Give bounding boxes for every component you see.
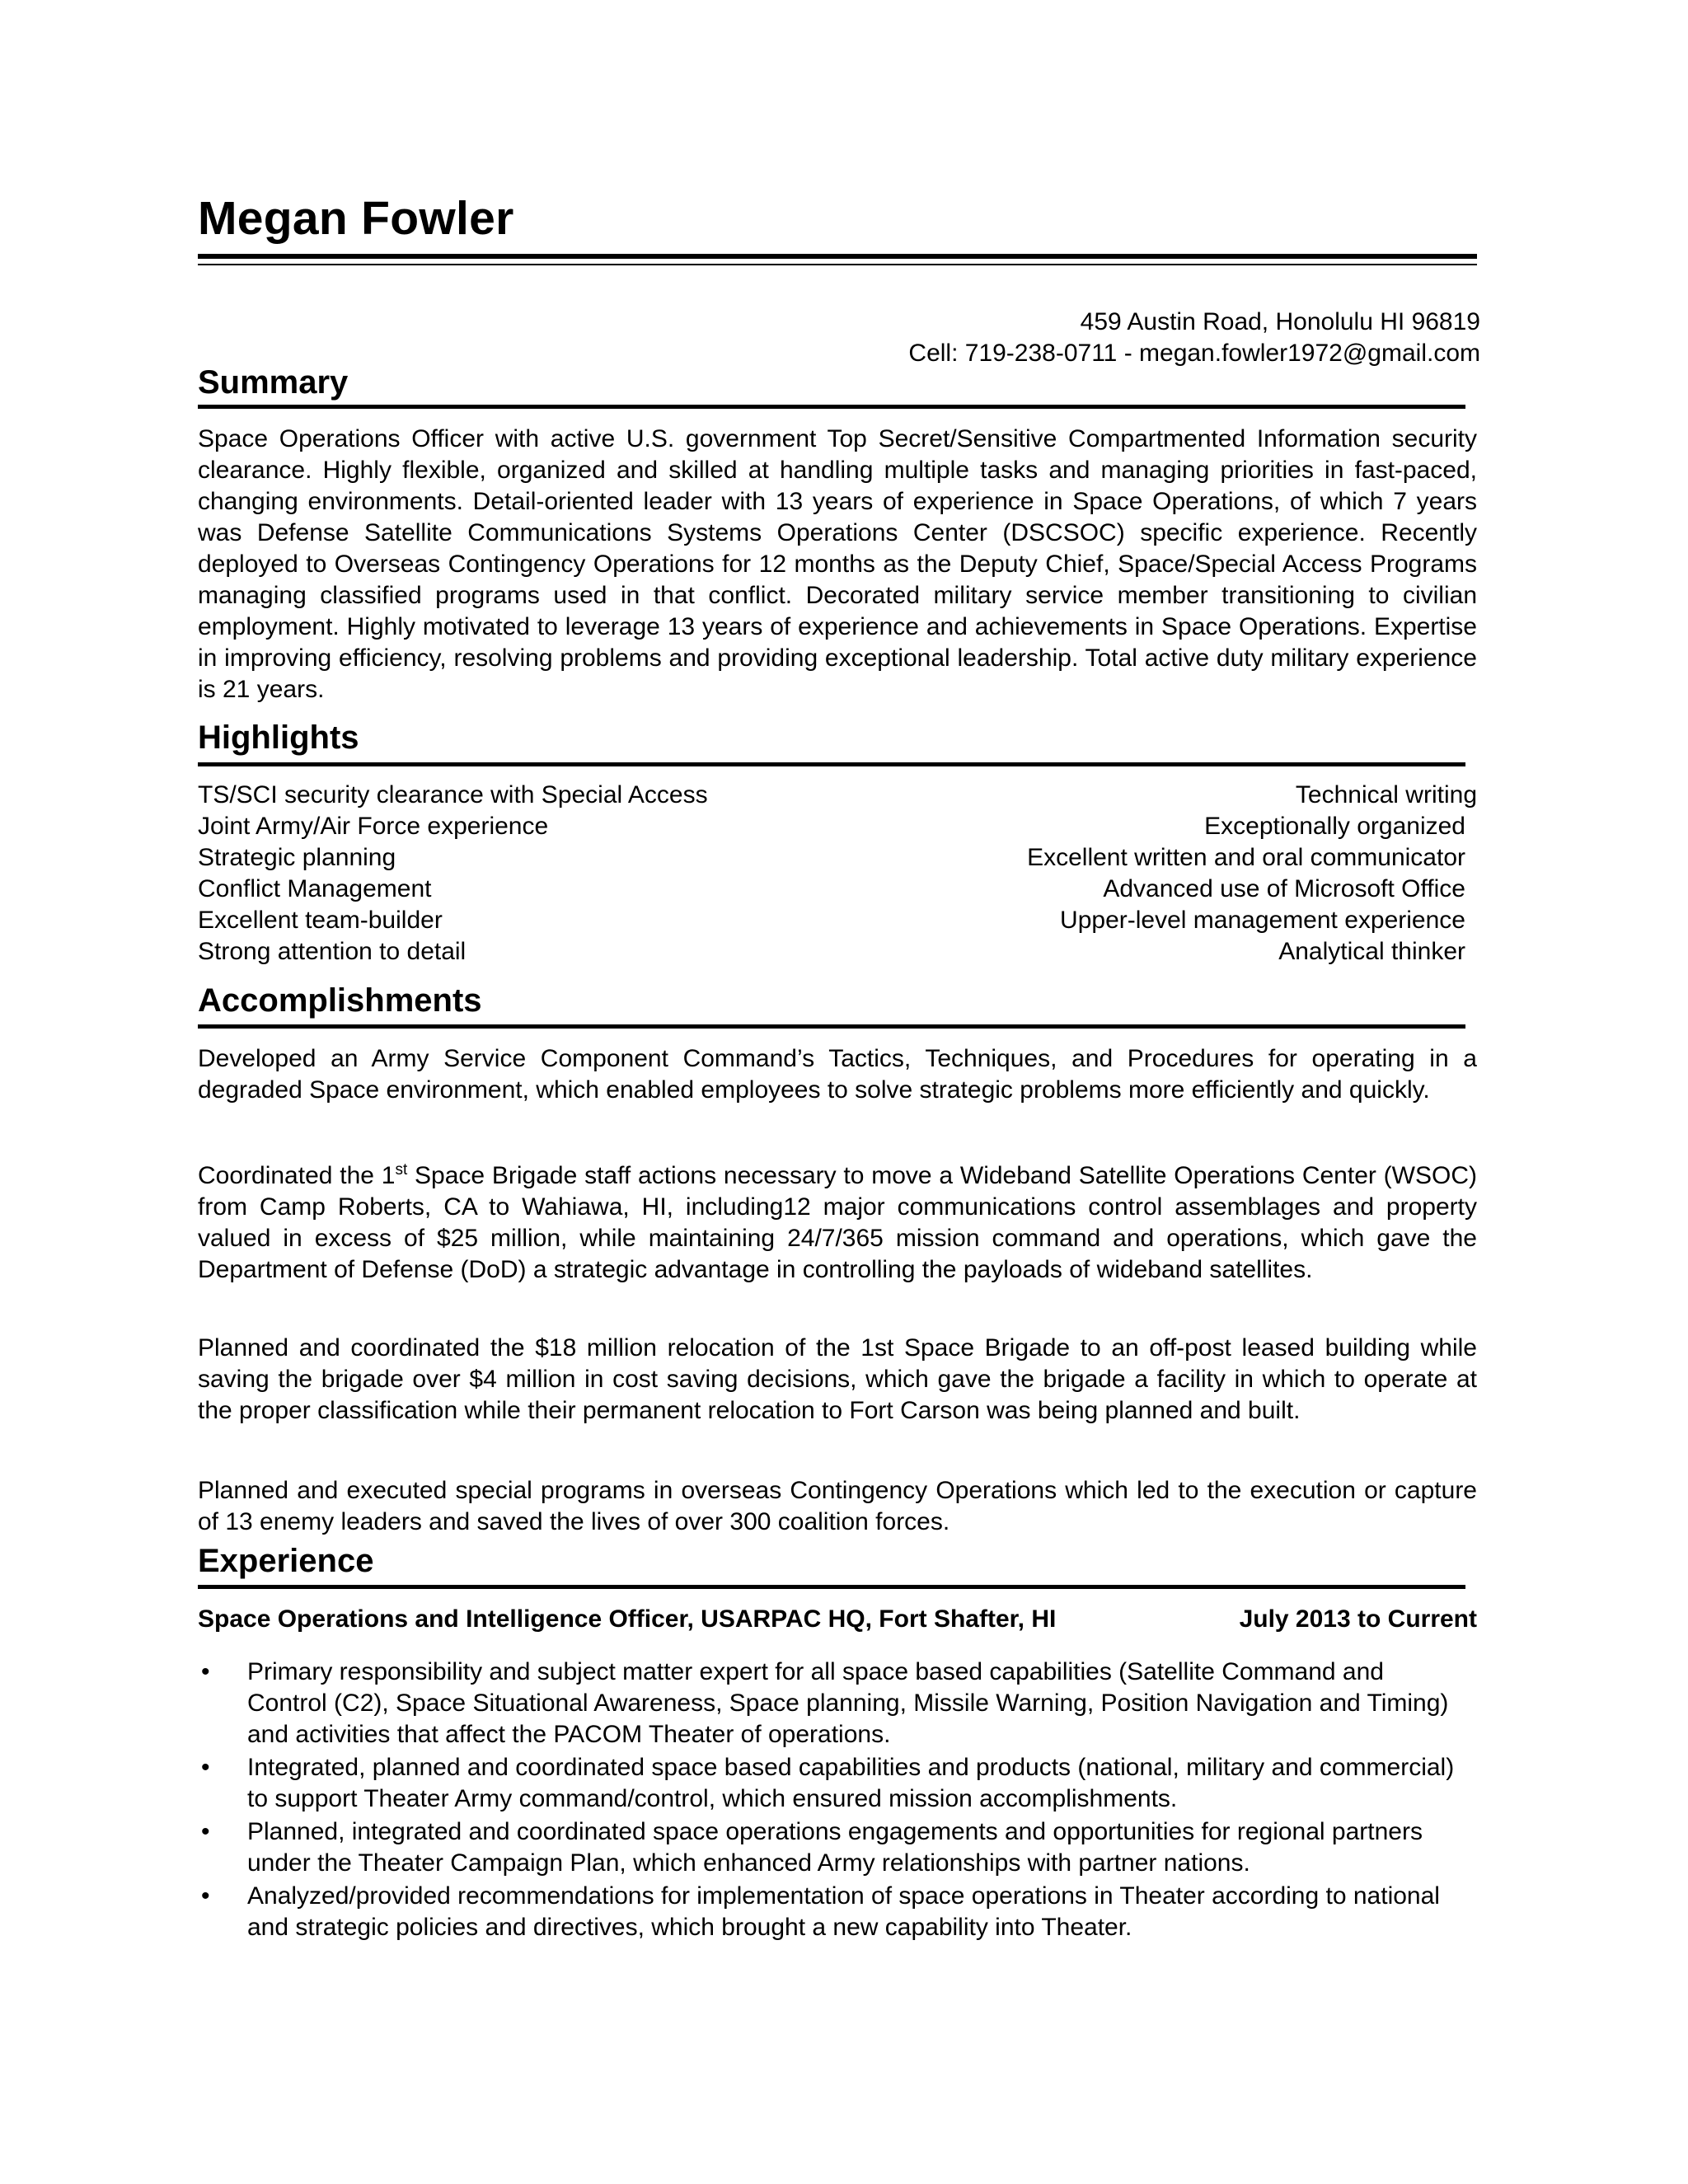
highlights-heading: Highlights	[198, 719, 359, 756]
bullet-icon: •	[201, 1658, 210, 1685]
summary-heading: Summary	[198, 364, 349, 401]
highlight-skill-left: Conflict Management	[198, 875, 432, 902]
accomplishment-text: Coordinated the 1	[198, 1162, 396, 1189]
name-rule-top	[198, 254, 1477, 259]
summary-rule	[198, 405, 1465, 409]
accomplishment-item: Planned and executed special programs in overseas Contingency Operations which led to the execution or capture of 13 enemy leaders and saved the lives of over 300 coalition forces.	[198, 1477, 1477, 1535]
experience-rule	[198, 1585, 1465, 1589]
candidate-name: Megan Fowler	[198, 192, 514, 245]
accomplishment-item: Planned and coordinated the $18 million relocation of the 1st Space Brigade to an off-post leased building while saving the brigade over $4 million in cost saving decisions, which gave the brigade a facility in which to operate at the proper classification while their permanent relocation to Fort Carson was being planned and built.	[198, 1334, 1477, 1424]
job-header	[198, 1605, 1477, 1633]
highlight-skill-right: Technical writing	[1295, 781, 1477, 808]
highlight-skill-left: Strong attention to detail	[198, 938, 467, 965]
highlight-skill-right: Upper-level management experience	[1060, 907, 1465, 934]
job-bullet	[198, 1752, 1467, 1815]
highlight-row	[198, 781, 1477, 813]
accomplishment-text: Space Brigade staff actions necessary to move a Wideband Satellite Operations Center (WSOC) from Camp Roberts, CA to Wahiawa, HI, including12 major communications control assemblages and property valued in excess of $25 million, while maintaining 24/7/365 mission command and operations, which gave the Department of Defense (DoD) a strategic advantage in controlling the payloads of wideband satellites.	[198, 1162, 1477, 1283]
highlight-skill-left: Joint Army/Air Force experience	[198, 813, 549, 840]
name-rule-bottom	[198, 264, 1477, 265]
job-bullets	[198, 1657, 1477, 1945]
job-title: Space Operations and Intelligence Officer, USARPAC HQ, Fort Shafter, HI	[198, 1605, 1057, 1633]
job-bullet-text: Analyzed/provided recommendations for implementation of space operations in Theater according to national and strategic policies and directives, which brought a new capability into Theater.	[247, 1882, 1440, 1941]
bullet-icon: •	[201, 1882, 210, 1910]
summary-text: Space Operations Officer with active U.S. government Top Secret/Sensitive Compartmented Information security clearance. Highly flexible, organized and skilled at handling multiple tasks and managing priorities in fast-paced, changing environments. Detail-oriented leader with 13 years of experience in Space Operations, of which 7 years was Defense Satellite Communications Systems Operations Center (DSCSOC) specific experience. Recently deployed to Overseas Contingency Operations for 12 months as the Deputy Chief, Space/Special Access Programs managing classified programs used in that conflict. Decorated military service member transitioning to civilian employment. Highly motivated to leverage 13 years of experience and achievements in Space Operations. Expertise in improving efficiency, resolving problems and providing exceptional leadership. Total active duty military experience is 21 years.	[198, 425, 1477, 703]
accomplishments-heading: Accomplishments	[198, 982, 482, 1019]
highlight-row	[198, 813, 1465, 844]
job-bullet-text: Primary responsibility and subject matter expert for all space based capabilities (Satellite Command and Control (C2), Space Situational Awareness, Space planning, Missile Warning, Position Navigation and Timing) and activities that affect the PACOM Theater of operations.	[247, 1658, 1449, 1748]
experience-heading: Experience	[198, 1543, 374, 1579]
highlight-row	[198, 938, 1465, 969]
job-bullet-text: Integrated, planned and coordinated space based capabilities and products (national, military and commercial) to support Theater Army command/control, which ensured mission accomplishments.	[247, 1754, 1455, 1812]
accomplishment-item: Developed an Army Service Component Command’s Tactics, Techniques, and Procedures for operating in a degraded Space environment, which enabled employees to solve strategic problems more efficiently and quickly.	[198, 1045, 1477, 1104]
phone-email: Cell: 719-238-0711 - megan.fowler1972@gmail.com	[908, 340, 1480, 367]
accomplishment-item	[198, 1155, 1477, 1286]
highlight-skill-right: Analytical thinker	[1278, 938, 1465, 965]
bullet-icon: •	[201, 1818, 210, 1845]
ordinal-suffix: st	[395, 1161, 408, 1179]
highlight-skill-right: Exceptionally organized	[1204, 813, 1465, 840]
address: 459 Austin Road, Honolulu HI 96819	[1080, 308, 1480, 335]
highlight-row	[198, 875, 1465, 907]
highlight-skill-left: Strategic planning	[198, 844, 396, 871]
highlights-rule	[198, 762, 1465, 766]
highlight-skill-left: TS/SCI security clearance with Special Access	[198, 781, 708, 808]
job-bullet	[198, 1881, 1467, 1943]
job-dates: July 2013 to Current	[1239, 1605, 1477, 1633]
highlight-skill-right: Excellent written and oral communicator	[1027, 844, 1465, 871]
job-bullet	[198, 1657, 1467, 1750]
bullet-icon: •	[201, 1754, 210, 1781]
highlight-row	[198, 844, 1465, 875]
job-bullet	[198, 1816, 1467, 1879]
accomplishments-rule	[198, 1024, 1465, 1029]
highlight-skill-right: Advanced use of Microsoft Office	[1103, 875, 1465, 902]
job-bullet-text: Planned, integrated and coordinated space operations engagements and opportunities for regional partners under the Theater Campaign Plan, which enhanced Army relationships with partner nations.	[247, 1818, 1423, 1877]
contact-block	[908, 307, 1480, 369]
highlight-row	[198, 907, 1465, 938]
highlight-skill-left: Excellent team-builder	[198, 907, 443, 934]
